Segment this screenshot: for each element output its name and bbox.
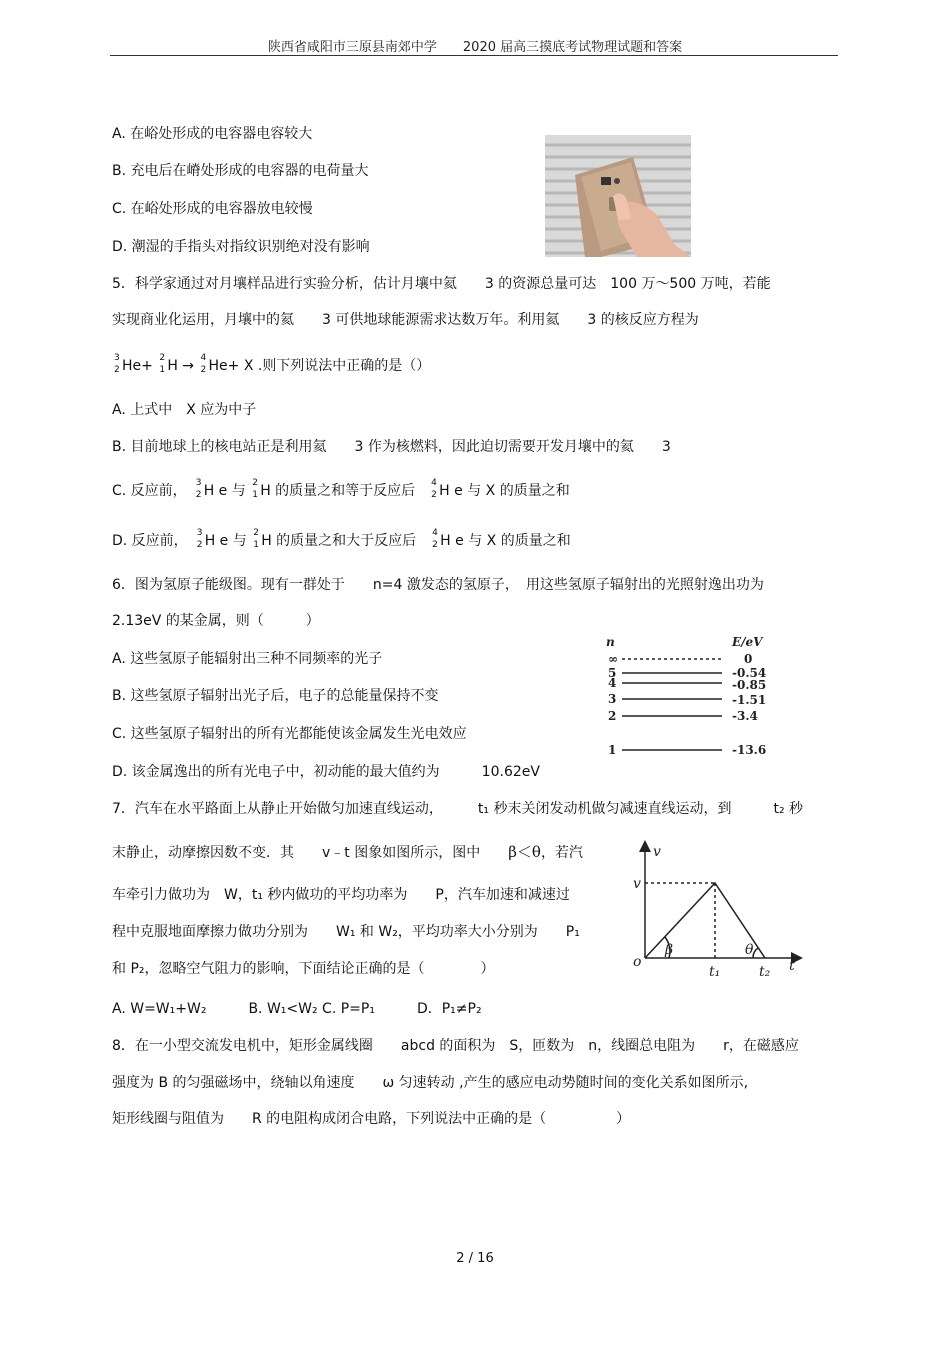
q7-line-3: 车牵引力做功为 W，t₁ 秒内做功的平均功率为 P，汽车加速和减速过 — [112, 887, 570, 903]
q5-c-he4-mass: 4 — [431, 478, 437, 488]
q5-c-end: H e 与 X 的质量之和 — [439, 483, 570, 499]
level-e-4: -0.85 — [732, 678, 767, 692]
q6-option-a: A. 这些氢原子能辐射出三种不同频率的光子 — [112, 651, 383, 667]
fingerprint-phone-photo — [545, 135, 691, 257]
q5-equation — [112, 353, 431, 376]
level-e-inf: 0 — [744, 652, 753, 666]
q5-c-pre: C. 反应前， — [112, 483, 180, 499]
level-e-3: -1.51 — [732, 693, 767, 707]
q4-option-a: A. 在峪处形成的电容器电容较大 — [112, 126, 313, 142]
q5-c-he3-mass: 3 — [195, 478, 202, 488]
header-school: 陕西省咸阳市三原县南郊中学 — [267, 40, 437, 55]
header-divider — [110, 55, 838, 56]
q5-d-mid2: H 的质量之和大于反应后 — [261, 533, 417, 549]
eq-h2-charge: 1 — [159, 365, 166, 375]
q6-line-2: 2.13eV 的某金属，则（ ） — [112, 613, 320, 629]
q8-line-1: 8．在一小型交流发电机中，矩形金属线圈 abcd 的面积为 S，匝数为 n，线圈总电阻为 r，在磁感应 — [112, 1038, 799, 1054]
level-n-1: 1 — [608, 743, 617, 757]
level-axis-e: E/eV — [732, 635, 763, 649]
q7-line-5: 和 P₂，忽略空气阻力的影响，下面结论正确的是（ ） — [112, 961, 495, 977]
q8-line-2: 强度为 B 的匀强磁场中，绕轴以角速度 ω 匀速转动 ,产生的感应电动势随时间的变化关系如图所示, — [112, 1075, 749, 1091]
level-n-3: 3 — [608, 692, 617, 706]
q7-line-2-text: 末静止，动摩擦因数不变．其 v﹣t 图象如图所示，图中 — [112, 845, 481, 861]
q7-line-4: 程中克服地面摩擦力做功分别为 W₁ 和 W₂，平均功率大小分别为 P₁ — [112, 924, 580, 940]
q7-line-1: 7．汽车在水平路面上从静止开始做匀加速直线运动， t₁ 秒末关闭发动机做匀减速直线运动，到 t₂ 秒 — [112, 801, 804, 817]
page-header — [0, 36, 950, 55]
level-e-2: -3.4 — [732, 709, 758, 723]
eq-he3-mass: 3 — [114, 353, 120, 363]
vt-label-origin: o — [633, 954, 642, 970]
vt-label-t1: t₁ — [709, 964, 721, 980]
q4-option-c: C. 在峪处形成的电容器放电较慢 — [112, 201, 313, 217]
q5-option-b: B. 目前地球上的核电站正是利用氦 3 作为核燃料，因此迫切需要开发月壤中的氦 3 — [112, 439, 671, 455]
vt-label-v-axis: v — [653, 844, 661, 860]
level-n-4: 4 — [608, 676, 617, 690]
q7-options: A. W=W₁+W₂ B. W₁<W₂ C. P=P₁ D．P₁≠P₂ — [112, 1001, 482, 1017]
eq-he3-charge: 2 — [114, 365, 120, 375]
level-e-1: -13.6 — [732, 743, 767, 757]
vt-label-t: t — [789, 958, 795, 974]
q5-c-mid2: H 的质量之和等于反应后 — [260, 483, 416, 499]
level-n-inf: ∞ — [608, 652, 618, 666]
vt-label-t2: t₂ — [759, 964, 771, 980]
q7-line-2 — [112, 842, 583, 863]
q5-c-mid: H e 与 — [203, 483, 246, 499]
vt-label-beta: β — [665, 942, 674, 958]
eq-he4-mass: 4 — [200, 353, 207, 363]
q5-c-h2-mass: 2 — [252, 478, 258, 488]
level-n-5: 5 — [608, 666, 617, 680]
q5-line-1: 5．科学家通过对月壤样品进行实验分析，估计月壤中氦 3 的资源总量可达 100 万～500 万吨，若能 — [112, 276, 771, 292]
q5-c-he4-charge: 2 — [431, 490, 437, 500]
q5-c-h2-charge: 1 — [252, 490, 258, 500]
q5-d-h2-mass: 2 — [253, 528, 259, 538]
q5-line-2: 实现商业化运用，月壤中的氦 3 可供地球能源需求达数万年。利用氦 3 的核反应方程为 — [112, 312, 699, 328]
q7-beta-theta: β＜θ — [508, 843, 541, 861]
q5-option-c — [112, 478, 570, 501]
q7-line-2-end: ，若汽 — [540, 845, 583, 861]
eq-h2: H → — [167, 358, 195, 374]
q8-line-3: 矩形线圈与阻值为 R 的电阻构成闭合电路，下列说法中正确的是（ ） — [112, 1111, 631, 1127]
q4-option-d: D. 潮湿的手指头对指纹识别绝对没有影响 — [112, 239, 370, 255]
q5-c-he3-charge: 2 — [195, 490, 202, 500]
level-e-5: -0.54 — [732, 666, 767, 680]
vt-graph — [625, 838, 805, 983]
q5-d-h2-charge: 1 — [253, 540, 259, 550]
eq-h2-mass: 2 — [159, 353, 166, 363]
q6-line-1: 6．图为氢原子能级图。现有一群处于 n=4 激发态的氢原子， 用这些氢原子辐射出的光照射逸出功为 — [112, 577, 764, 593]
page-number: 2 / 16 — [456, 1251, 494, 1266]
q5-d-mid: H e 与 — [204, 533, 247, 549]
q5-option-a: A. 上式中 X 应为中子 — [112, 402, 257, 418]
q5-d-pre: D. 反应前， — [112, 533, 181, 549]
header-title: 2020 届高三摸底考试物理试题和答案 — [462, 40, 683, 55]
q5-d-he4-charge: 2 — [432, 540, 438, 550]
q4-option-b: B. 充电后在嵴处形成的电容器的电荷量大 — [112, 163, 369, 179]
q6-option-d: D. 该金属逸出的所有光电子中，初动能的最大值约为 10.62eV — [112, 764, 540, 780]
level-n-2: 2 — [608, 709, 617, 723]
eq-he3: He+ — [122, 358, 153, 374]
q5-d-end: H e 与 X 的质量之和 — [440, 533, 571, 549]
energy-level-diagram — [600, 630, 790, 760]
q5-d-he4-mass: 4 — [432, 528, 438, 538]
eq-he4: He+ X .则下列说法中正确的是（） — [208, 358, 431, 374]
vt-label-v: v — [633, 876, 641, 892]
level-axis-n: n — [606, 635, 615, 649]
q6-option-c: C. 这些氢原子辐射出的所有光都能使该金属发生光电效应 — [112, 726, 467, 742]
eq-he4-charge: 2 — [200, 365, 207, 375]
q6-option-b: B. 这些氢原子辐射出光子后，电子的总能量保持不变 — [112, 688, 439, 704]
q5-d-he3-mass: 3 — [196, 528, 203, 538]
vt-theta-arc — [753, 948, 758, 958]
q5-d-he3-charge: 2 — [196, 540, 203, 550]
vt-label-theta: θ — [745, 942, 754, 958]
q5-option-d — [112, 528, 571, 551]
